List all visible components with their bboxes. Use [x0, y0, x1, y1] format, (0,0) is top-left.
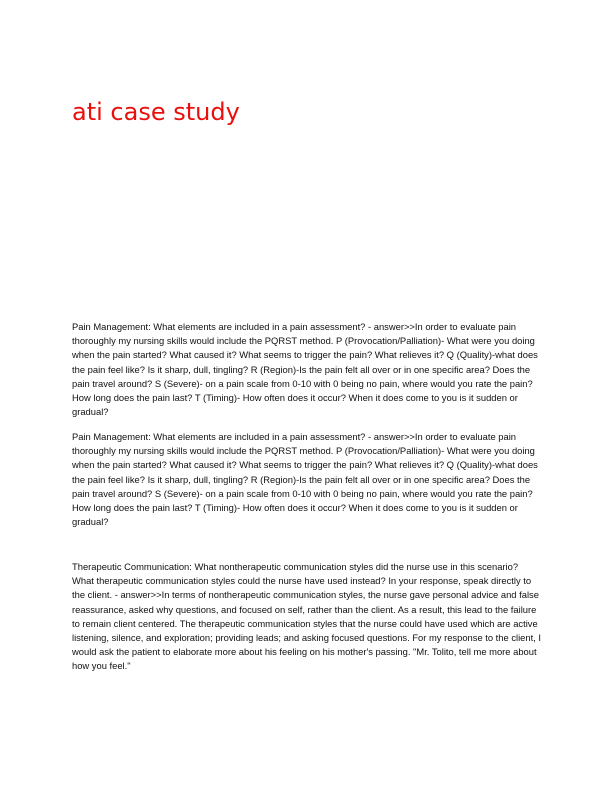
paragraph-therapeutic-communication: Therapeutic Communication: What nontherapeutic communication styles did the nurse use in this scenario? What therapeutic communication styles could the nurse have used instead? In your response, speak directly to the client. - answer>>In terms of nontherapeutic communication styles, the nurse gave personal advice and false reassurance, asked why questions, and focused on self, rather than the client. As a result, this lead to the failure to remain client centered. The therapeutic communication styles that the nurse could have used which are active listening, silence, and exploration; providing leads; and asking focused questions. For my response to the client, I would ask the patient to elaborate more about his feeling on his mother's passing. "Mr. Tolito, tell me more about how you feel.": [72, 561, 542, 672]
document-title: ati case study: [72, 98, 240, 126]
paragraph-pain-management-2: Pain Management: What elements are included in a pain assessment? - answer>>In order to evaluate pain thoroughly my nursing skills would include the PQRST method. P (Provocation/Palliation)- What were you doing when the pain started? What caused it? What seems to trigger the pain? What relieves it? Q (Quality)-what does the pain feel like? Is it sharp, dull, tingling? R (Region)-Is the pain felt all over or in one specific area? Does the pain travel around? S (Severe)- on a pain scale from 0-10 with 0 being no pain, where would you rate the pain? How long does the pain last? T (Timing)- How often does it occur? When it does come to you is it sudden or gradual?: [72, 431, 538, 528]
paragraph-pain-management-1: Pain Management: What elements are included in a pain assessment? - answer>>In order to evaluate pain thoroughly my nursing skills would include the PQRST method. P (Provocation/Palliation)- What were you doing when the pain started? What caused it? What seems to trigger the pain? What relieves it? Q (Quality)-what does the pain feel like? Is it sharp, dull, tingling? R (Region)-Is the pain felt all over or in one specific area? Does the pain travel around? S (Severe)- on a pain scale from 0-10 with 0 being no pain, where would you rate the pain? How long does the pain last? T (Timing)- How often does it occur? When it does come to you is it sudden or gradual?: [72, 321, 538, 418]
